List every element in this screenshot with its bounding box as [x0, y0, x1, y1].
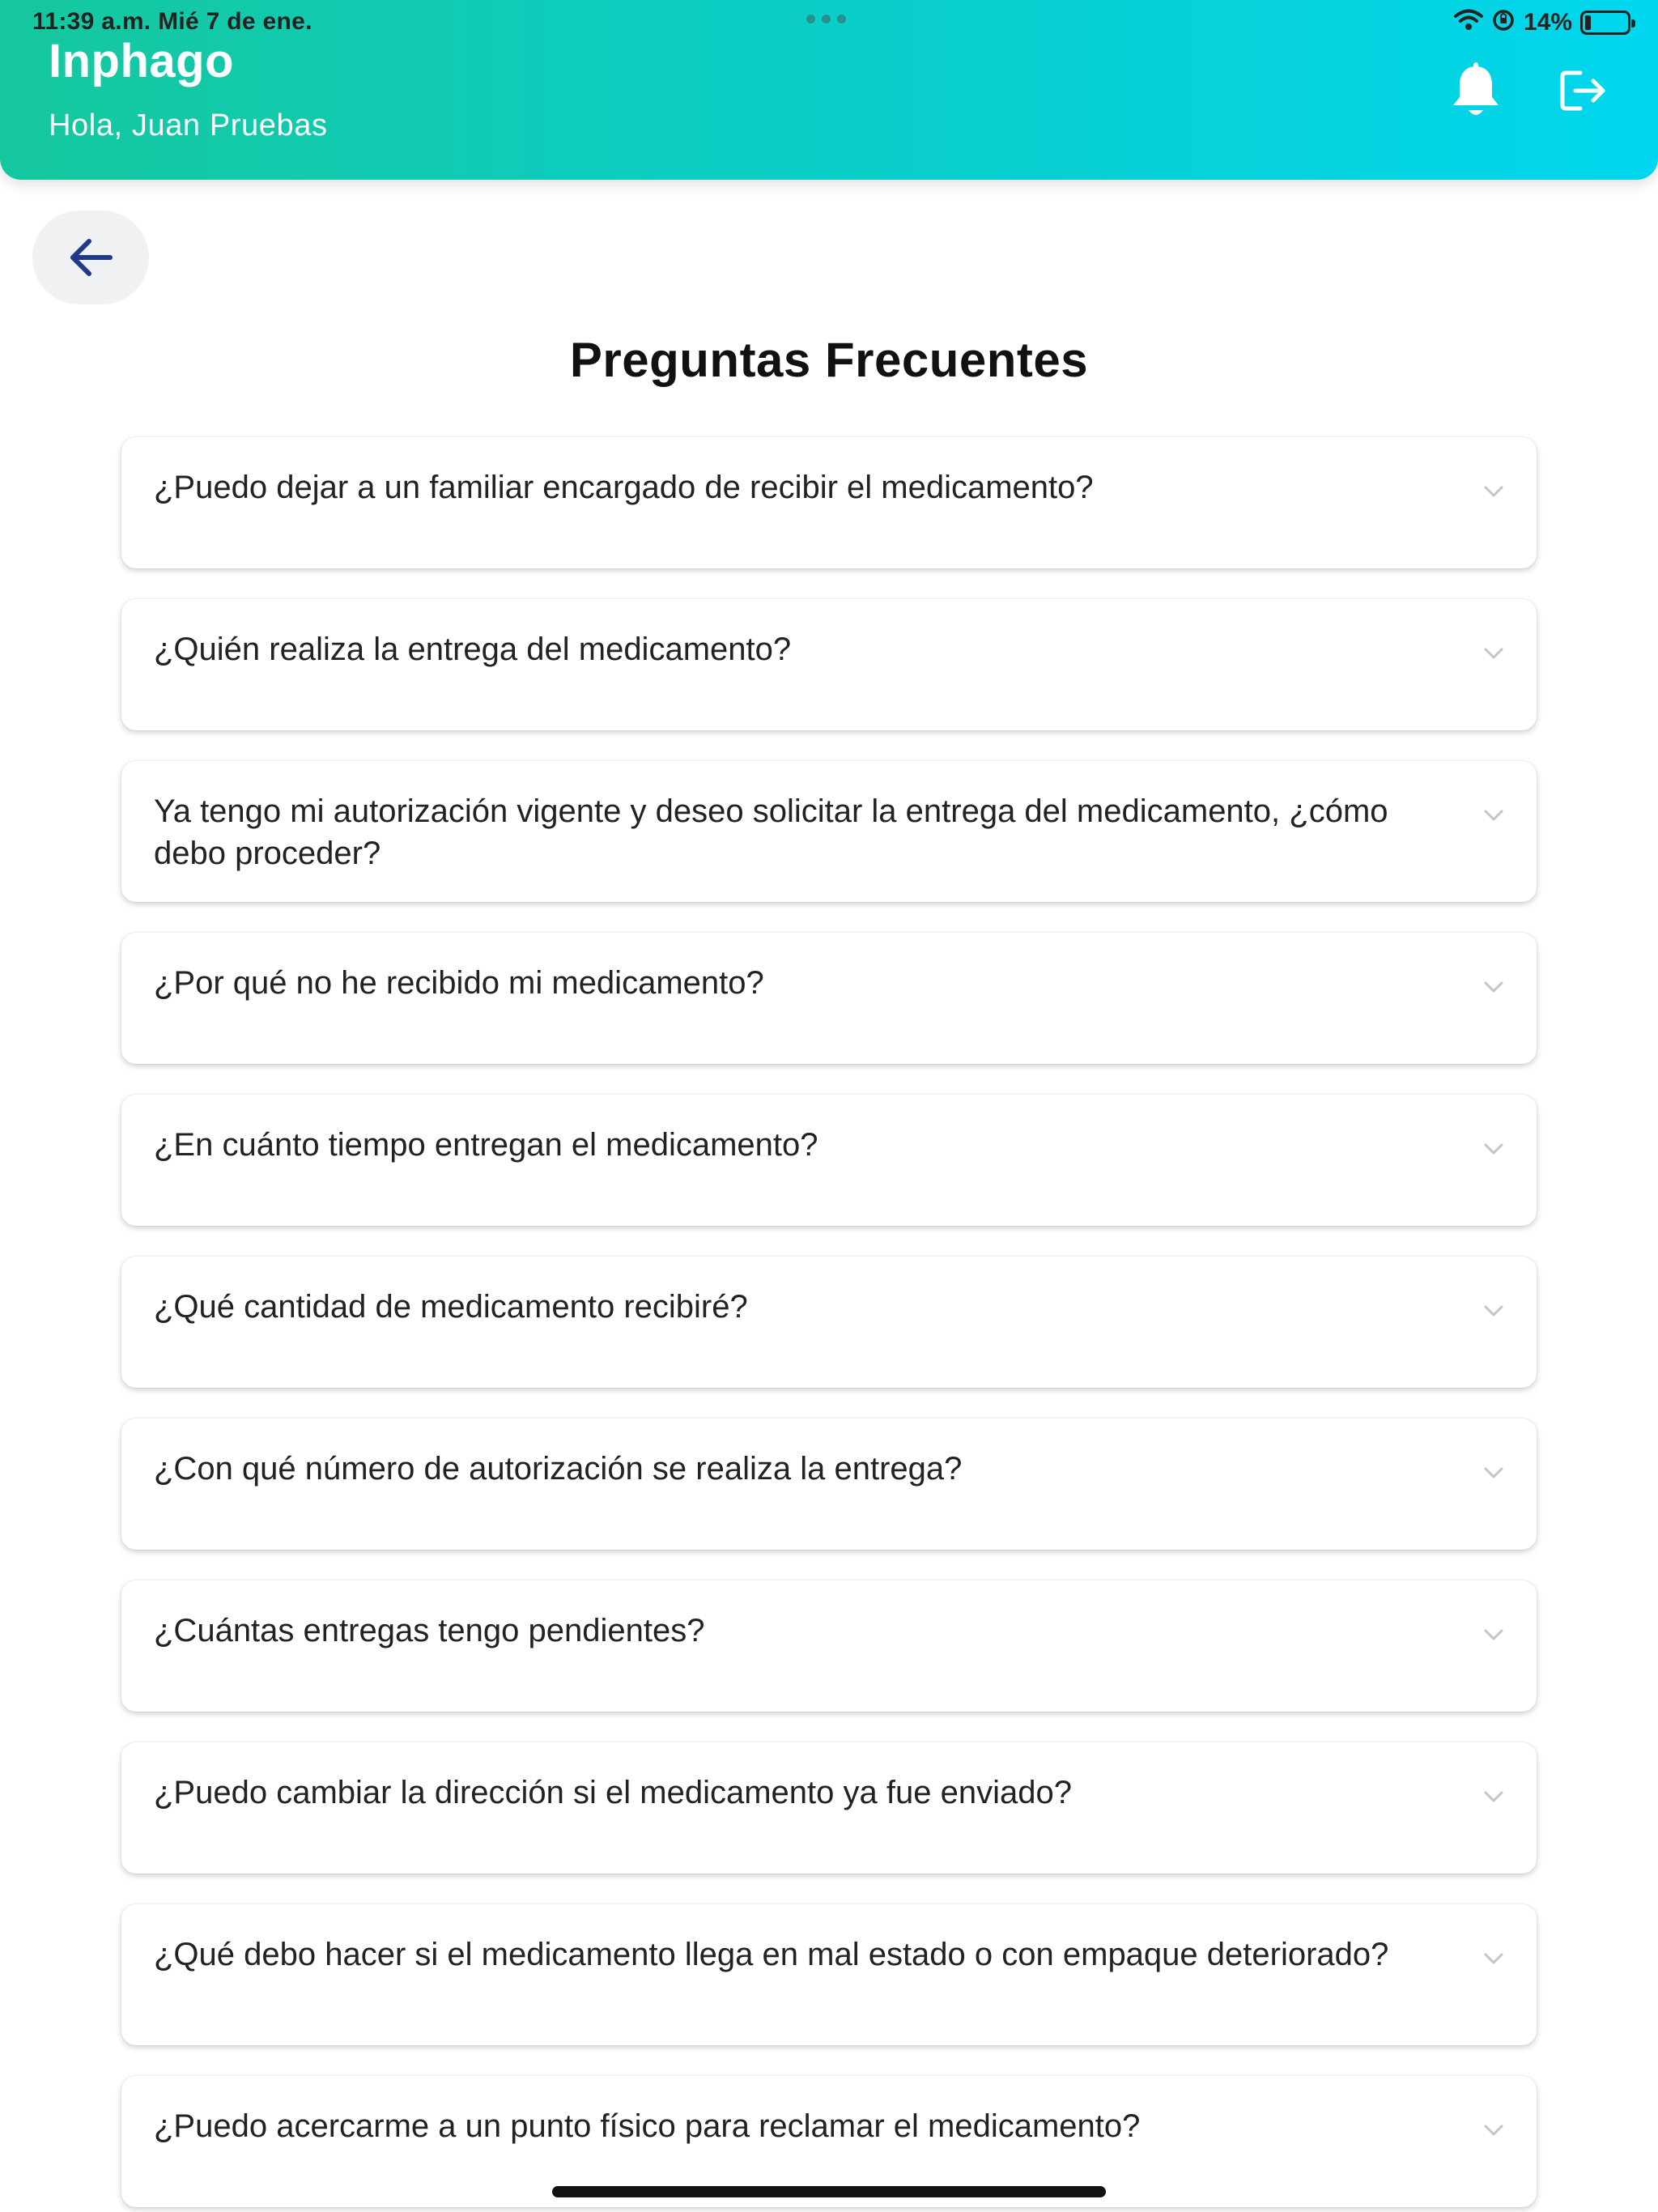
faq-item[interactable] — [121, 1742, 1537, 1874]
orientation-lock-icon — [1491, 8, 1516, 36]
status-time: 11:39 a.m. Mié 7 de ene. — [32, 8, 312, 35]
chevron-down-icon — [1480, 478, 1507, 505]
faq-item[interactable] — [121, 761, 1537, 902]
chevron-down-icon — [1480, 973, 1507, 1001]
faq-question: ¿Puedo dejar a un familiar encargado de recibir el medicamento? — [154, 470, 1094, 505]
chevron-down-icon — [1480, 1135, 1507, 1163]
faq-item[interactable] — [121, 1419, 1537, 1550]
battery-icon — [1580, 11, 1630, 35]
user-greeting: Hola, Juan Pruebas — [49, 108, 328, 143]
faq-question: ¿En cuánto tiempo entregan el medicamento? — [154, 1127, 818, 1163]
faq-item[interactable] — [121, 1257, 1537, 1388]
battery-percent: 14% — [1523, 8, 1572, 36]
chevron-down-icon — [1480, 802, 1507, 829]
app-header — [0, 0, 1658, 180]
faq-question: Ya tengo mi autorización vigente y deseo solicitar la entrega del medicamento, ¿cómo debo proceder? — [154, 793, 1388, 871]
faq-question: ¿Con qué número de autorización se realiza la entrega? — [154, 1451, 963, 1487]
multitasking-dots[interactable] — [806, 15, 846, 23]
faq-question: ¿Quién realiza la entrega del medicamento? — [154, 632, 792, 667]
page-title: Preguntas Frecuentes — [569, 333, 1089, 387]
logout-icon — [1559, 68, 1608, 113]
chevron-down-icon — [1480, 1297, 1507, 1325]
faq-item[interactable] — [121, 599, 1537, 730]
notifications-button[interactable] — [1449, 62, 1503, 120]
faq-item[interactable] — [121, 1095, 1537, 1226]
home-indicator[interactable] — [552, 2186, 1106, 2197]
status-indicators — [1454, 8, 1630, 36]
status-bar — [0, 0, 1658, 42]
faq-question: ¿Por qué no he recibido mi medicamento? — [154, 965, 764, 1001]
chevron-down-icon — [1480, 1783, 1507, 1810]
wifi-icon — [1454, 9, 1483, 36]
chevron-down-icon — [1480, 1621, 1507, 1648]
faq-question: ¿Cuántas entregas tengo pendientes? — [154, 1613, 705, 1648]
faq-question: ¿Puedo cambiar la dirección si el medicamento ya fue enviado? — [154, 1775, 1072, 1810]
back-button[interactable] — [32, 211, 149, 304]
faq-item[interactable] — [121, 1580, 1537, 1712]
chevron-down-icon — [1480, 1945, 1507, 1972]
faq-question: ¿Qué cantidad de medicamento recibiré? — [154, 1289, 748, 1325]
chevron-down-icon — [1480, 1459, 1507, 1487]
bell-icon — [1449, 62, 1503, 120]
logout-button[interactable] — [1559, 68, 1608, 113]
faq-question: ¿Qué debo hacer si el medicamento llega en mal estado o con empaque deteriorado? — [154, 1937, 1389, 1972]
chevron-down-icon — [1480, 640, 1507, 667]
faq-question: ¿Puedo acercarme a un punto físico para reclamar el medicamento? — [154, 2108, 1141, 2144]
faq-item[interactable] — [121, 437, 1537, 568]
faq-item[interactable] — [121, 933, 1537, 1064]
app-title: Inphago — [49, 35, 235, 87]
arrow-left-icon — [68, 237, 113, 278]
chevron-down-icon — [1480, 2116, 1507, 2144]
faq-item[interactable] — [121, 1904, 1537, 2045]
